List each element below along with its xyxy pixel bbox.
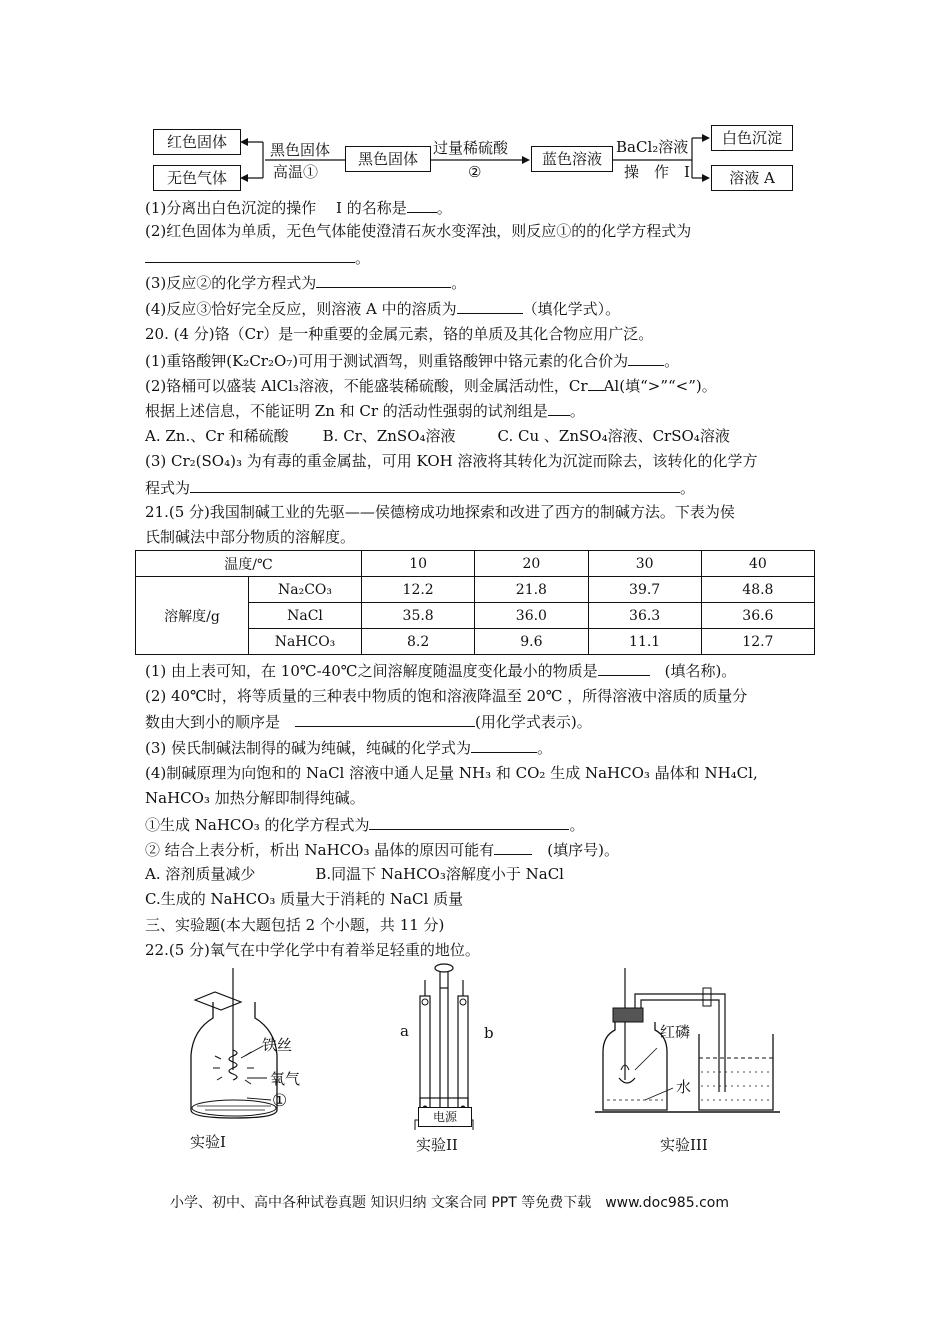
circle-one-label: ① xyxy=(272,1091,288,1111)
q21-opt-a: A. 溶剂质量减少 xyxy=(145,865,256,883)
substance-cell: Na₂CO₃ xyxy=(249,577,362,603)
experiment2-figure xyxy=(400,960,510,1130)
black-solid-box: 黑色固体 xyxy=(345,146,431,172)
q21-opt-b: B.同温下 NaHCO₃溶解度小于 NaCl xyxy=(315,865,564,883)
experiment1-figure xyxy=(175,960,325,1130)
q21-line5: 数由大到小的顺序是 (用化学式表示)。 xyxy=(145,713,592,731)
value-cell: 36.3 xyxy=(588,603,701,629)
q21-line9: ①生成 NaHCO₃ 的化学方程式为 。 xyxy=(145,816,585,834)
q21-line7: (4)制碱原理为向饱和的 NaCl 溶液中通人足量 NH₃ 和 CO₂ 生成 NaHCO₃ 晶体和 NH₄Cl, xyxy=(145,764,758,782)
section3-heading: 三、实验题(本大题包括 2 个小题，共 11 分) xyxy=(145,916,445,934)
table-header-row xyxy=(136,551,815,577)
temp-cell: 40 xyxy=(701,551,814,577)
q20-line6: (3) Cr₂(SO₄)₃ 为有毒的重金属盐，可用 KOH 溶液将其转化为沉淀而除去，该转化的化学方 xyxy=(145,452,758,470)
bacl2-label: BaCl₂溶液 xyxy=(616,138,689,156)
q21-line2: 氏制碱法中部分物质的溶解度。 xyxy=(145,528,356,546)
experiment1-caption: 实验I xyxy=(190,1133,226,1151)
excess-acid-label: 过量稀硫酸 xyxy=(433,139,509,157)
q20-opt-c: C. Cu 、ZnSO₄溶液、CrSO₄溶液 xyxy=(497,427,730,445)
q20-opt-b: B. Cr、ZnSO₄溶液 xyxy=(322,427,456,445)
operation-label: 操 作 I xyxy=(624,163,690,181)
q20-line2: (1)重铬酸钾(K₂Cr₂O₇)可用于测试酒驾，则重铬酸钾中铬元素的化合价为 。 xyxy=(145,352,680,370)
table-row xyxy=(136,577,815,603)
solubility-label-cell: 溶解度/g xyxy=(136,577,249,655)
experiment3-caption: 实验III xyxy=(660,1136,708,1154)
q20-line1: 20. (4 分)铬（Cr）是一种重要的金属元素，铬的单质及其化合物应用广泛。 xyxy=(145,325,654,343)
oxygen-label: 氧气 xyxy=(270,1070,301,1088)
value-cell: 36.0 xyxy=(475,603,588,629)
q21-line3: (1) 由上表可知，在 10℃-40℃之间溶解度随温度变化最小的物质是 (填名称)。 xyxy=(145,662,737,680)
white-ppt-box: 白色沉淀 xyxy=(711,125,793,151)
substance-cell: NaHCO₃ xyxy=(249,629,362,655)
experiment2-caption: 实验II xyxy=(416,1136,458,1154)
substance-cell: NaCl xyxy=(249,603,362,629)
water-label: 水 xyxy=(676,1078,692,1096)
q22-line1: 22.(5 分)氧气在中学化学中有着举足轻重的地位。 xyxy=(145,941,480,959)
black-solid-label: 黑色固体 xyxy=(270,141,331,159)
value-cell: 8.2 xyxy=(362,629,475,655)
tube-a-label: a xyxy=(400,1022,409,1040)
high-temp-label: 高温① xyxy=(273,163,319,181)
red-phosphorus-label: 红磷 xyxy=(660,1023,691,1041)
value-cell: 36.6 xyxy=(701,603,814,629)
q20-opt-a: A. Zn.、Cr 和稀硫酸 xyxy=(145,427,289,445)
q21-line1: 21.(5 分)我国制碱工业的先驱——侯德榜成功地探索和改进了西方的制碱方法。下表为侯 xyxy=(145,503,735,521)
value-cell: 39.7 xyxy=(588,577,701,603)
value-cell: 12.7 xyxy=(701,629,814,655)
solution-a-box: 溶液 A xyxy=(711,165,793,191)
power-supply-box: 电源 xyxy=(418,1107,472,1127)
q20-line7: 程式为 。 xyxy=(145,479,696,497)
solubility-table xyxy=(135,550,815,655)
q19-line3: 。 xyxy=(145,247,370,268)
value-cell: 9.6 xyxy=(475,629,588,655)
colorless-gas-box: 无色气体 xyxy=(153,165,241,191)
iron-wire-label: 铁丝 xyxy=(262,1036,293,1054)
step2-label: ② xyxy=(468,163,482,181)
value-cell: 11.1 xyxy=(588,629,701,655)
q21-options-ab xyxy=(145,864,564,884)
q19-line5: (4)反应③恰好完全反应，则溶液 A 中的溶质为 （填化学式）。 xyxy=(145,300,621,318)
value-cell: 12.2 xyxy=(362,577,475,603)
q21-line10: ② 结合上表分析，析出 NaHCO₃ 晶体的原因可能有 (填序号)。 xyxy=(145,841,619,859)
red-solid-box: 红色固体 xyxy=(153,129,241,155)
q20-line4: 根据上述信息，不能证明 Zn 和 Cr 的活动性强弱的试剂组是 。 xyxy=(145,402,585,420)
blue-solution-box: 蓝色溶液 xyxy=(531,146,613,172)
tube-b-label: b xyxy=(484,1024,494,1042)
q21-line6: (3) 侯氏制碱法制得的碱为纯碱，纯碱的化学式为 。 xyxy=(145,739,553,757)
q19-line4: (3)反应②的化学方程式为 。 xyxy=(145,274,467,292)
temp-cell: 20 xyxy=(475,551,588,577)
temp-cell: 30 xyxy=(588,551,701,577)
temp-cell: 10 xyxy=(362,551,475,577)
q19-line1: (1)分离出白色沉淀的操作 I 的名称是 。 xyxy=(145,199,452,217)
q21-line4: (2) 40℃时，将等质量的三种表中物质的饱和溶液降温至 20℃ ，所得溶液中溶质的质量分 xyxy=(145,687,748,705)
temp-header-cell: 温度/℃ xyxy=(136,551,362,577)
page-footer: 小学、初中、高中各种试卷真题 知识归纳 文案合同 PPT 等免费下载 www.doc985.com xyxy=(170,1195,729,1211)
value-cell: 35.8 xyxy=(362,603,475,629)
value-cell: 21.8 xyxy=(475,577,588,603)
q21-line8: NaHCO₃ 加热分解即制得纯碱。 xyxy=(145,789,365,807)
q20-options xyxy=(145,426,730,446)
q20-line3: (2)铬桶可以盛装 AlCl₃溶液，不能盛装稀硫酸，则金属活动性，Cr Al(填“>”“<”)。 xyxy=(145,377,717,395)
q19-line2: (2)红色固体为单质，无色气体能使澄清石灰水变浑浊，则反应①的的化学方程式为 xyxy=(145,222,692,240)
q21-opt-c: C.生成的 NaHCO₃ 质量大于消耗的 NaCl 质量 xyxy=(145,890,464,908)
value-cell: 48.8 xyxy=(701,577,814,603)
